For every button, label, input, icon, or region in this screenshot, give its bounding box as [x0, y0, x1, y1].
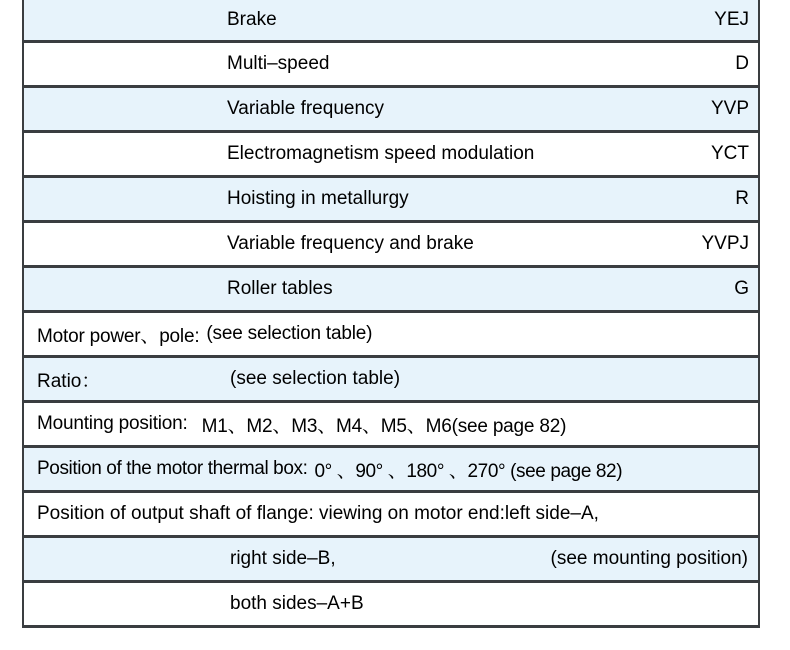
- table-row-motor-power: [24, 313, 758, 358]
- table-row-mounting-position: [24, 403, 758, 448]
- row-code: G: [734, 278, 749, 299]
- row-label: Brake: [227, 9, 277, 30]
- row-code: D: [735, 53, 749, 74]
- row-label: both sides–A+B: [230, 593, 364, 614]
- row-value: M1、M2、M3、M4、M5、M6(see page 82): [201, 415, 567, 437]
- row-label: Position of output shaft of flange: viewing on motor end:left side–A,: [37, 503, 599, 524]
- row-value: 0° 、90° 、180° 、270° (see page 82): [314, 460, 623, 482]
- row-label: Ratio：: [37, 370, 101, 392]
- table-row-both-sides: [24, 583, 758, 628]
- row-code: YVP: [710, 98, 749, 119]
- table-row-variable-frequency-brake: [24, 223, 758, 268]
- table-row-multi-speed: [24, 43, 758, 88]
- row-code: YVPJ: [701, 233, 749, 254]
- row-note: (see mounting position): [550, 548, 748, 569]
- motor-specification-table: [22, 0, 760, 628]
- row-label: Variable frequency and brake: [227, 233, 474, 254]
- row-code: YCT: [711, 143, 749, 164]
- row-label: Multi–speed: [227, 53, 330, 74]
- row-code: R: [735, 188, 749, 209]
- row-value: (see selection table): [230, 368, 401, 389]
- table-row-output-shaft: [24, 493, 758, 538]
- row-label: Mounting position:: [37, 413, 188, 434]
- row-label: Roller tables: [227, 278, 333, 299]
- row-label: Position of the motor thermal box:: [37, 458, 308, 479]
- row-label: Hoisting in metallurgy: [227, 188, 409, 209]
- table-row-ratio: [24, 358, 758, 403]
- row-label: Electromagnetism speed modulation: [227, 143, 535, 164]
- table-row-thermal-box: [24, 448, 758, 493]
- row-label: Variable frequency: [227, 98, 385, 119]
- table-row-hoisting: [24, 178, 758, 223]
- row-value: (see selection table): [206, 323, 373, 344]
- table-row-brake: [24, 0, 758, 43]
- row-label: Motor power、pole:: [37, 325, 200, 347]
- row-label: right side–B,: [230, 548, 336, 569]
- table-row-variable-frequency: [24, 88, 758, 133]
- table-row-electromagnetism: [24, 133, 758, 178]
- table-row-roller-tables: [24, 268, 758, 313]
- table-row-right-side: [24, 538, 758, 583]
- row-code: YEJ: [714, 9, 749, 30]
